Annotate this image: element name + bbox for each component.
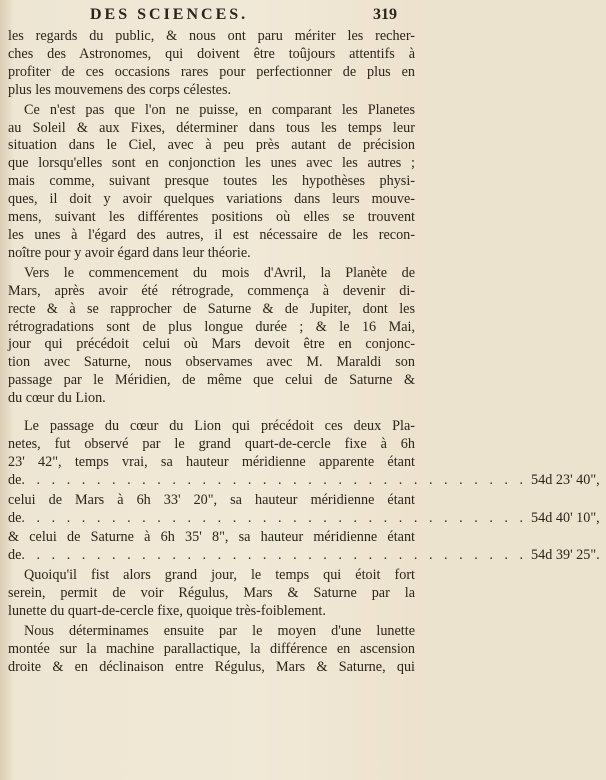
text-line: Ce n'est pas que l'on ne puisse, en comparant les Planetes <box>24 101 415 118</box>
altitude-value: 54d 40' 10", <box>531 509 600 526</box>
page-number: 319 <box>373 6 397 23</box>
text-line: ques, il doit y avoir quelques variations dans leurs mouve- <box>8 191 415 208</box>
text-line: Vers le commencement du mois d'Avril, la Planète de <box>24 264 415 281</box>
text-line: de <box>8 547 22 564</box>
text-line: du cœur du Lion. <box>8 390 106 407</box>
text-line: plus les mouvemens des corps célestes. <box>8 81 232 98</box>
text-line: montée sur la machine parallactique, la différence en ascension <box>8 640 415 657</box>
value-line <box>8 509 600 528</box>
paragraph-observation-regulus <box>8 418 600 490</box>
text-line: noître pour y avoir égard dans leur théorie. <box>8 244 251 261</box>
text-line: situation dans le Ciel, avec à peu près autant de précision <box>8 137 415 154</box>
leader-dots: . . . . . . . . . . . . . . . . . . . . . . . . . . . . . . . . . . <box>21 471 528 488</box>
text-line: que lorsqu'elles sont en conjonction les unes avec les autres ; <box>8 155 415 172</box>
text-line: 23' 42", temps vrai, sa hauteur méridienne apparente étant <box>8 453 415 470</box>
paragraph-3 <box>8 265 415 408</box>
altitude-value: 54d 23' 40", <box>531 471 600 488</box>
leader-dots: . . . . . . . . . . . . . . . . . . . . . . . . . . . . . . . . . . <box>21 547 528 564</box>
paragraph-5 <box>8 623 415 677</box>
spacer <box>8 410 415 418</box>
text-line: les unes à l'égard des autres, il est nécessaire de les recon- <box>8 226 415 243</box>
altitude-value: 54d 39' 25". <box>531 547 600 564</box>
text-line: celui de Mars à 6h 33' 20", sa hauteur méridienne étant <box>8 491 415 508</box>
text-line: netes, fut observé par le grand quart-de-cercle fixe à 6h <box>8 435 415 452</box>
text-line: serein, permit de voir Régulus, Mars & Saturne par la <box>8 585 415 602</box>
text-line: jour qui précédoit celui où Mars devoit être en conjonc- <box>8 336 415 353</box>
running-head: DES SCIENCES. <box>90 6 249 23</box>
text-line: de <box>8 471 22 488</box>
paragraph-observation-saturn <box>8 529 600 565</box>
body-text <box>8 28 600 677</box>
text-line: au Soleil & aux Fixes, déterminer dans tous les temps leur <box>8 119 415 136</box>
text-line: Mars, après avoir été rétrograde, commença à devenir di- <box>8 282 415 299</box>
value-line <box>8 547 600 565</box>
text-line: passage par le Méridien, de même que celui de Saturne & <box>8 372 415 389</box>
text-line: droite & en déclinaison entre Régulus, Mars & Saturne, qui <box>8 658 415 675</box>
text-line: Le passage du cœur du Lion qui précédoit ces deux Pla- <box>24 418 415 435</box>
text-line: de <box>8 509 22 526</box>
text-line: & celui de Saturne à 6h 35' 8", sa hauteur méridienne étant <box>8 529 415 546</box>
text-line: Quoiqu'il fist alors grand jour, le temps qui étoit fort <box>24 567 415 584</box>
text-line: profiter de ces occasions rares pour perfectionner de plus en <box>8 63 415 80</box>
text-line: recte & à se rapprocher de Saturne & de Jupiter, dont les <box>8 300 415 317</box>
paragraph-4 <box>8 567 415 621</box>
text-line: tion avec Saturne, nous observames avec M. Maraldi son <box>8 354 415 371</box>
text-line: ches des Astronomes, qui doivent être toûjours attentifs à <box>8 45 415 62</box>
text-line: les regards du public, & nous ont paru mériter les recher- <box>8 28 415 44</box>
text-line: lunette du quart-de-cercle fixe, quoique très-foiblement. <box>8 603 326 620</box>
leader-dots: . . . . . . . . . . . . . . . . . . . . . . . . . . . . . . . . . . <box>21 509 528 526</box>
paragraph-observation-mars <box>8 491 600 528</box>
text-line: mens, suivant les différentes positions où elles se trouvent <box>8 209 415 226</box>
page-header <box>8 6 415 28</box>
text-line: Nous déterminames ensuite par le moyen d'une lunette <box>24 623 415 639</box>
text-line: mais comme, suivant presque toutes les hypothèses physi- <box>8 173 415 190</box>
text-line: rétrogradations sont de plus longue durée ; & le 16 Mai, <box>8 318 415 335</box>
value-line <box>8 471 600 490</box>
paragraph-2 <box>8 102 415 263</box>
paragraph-1 <box>8 28 415 100</box>
